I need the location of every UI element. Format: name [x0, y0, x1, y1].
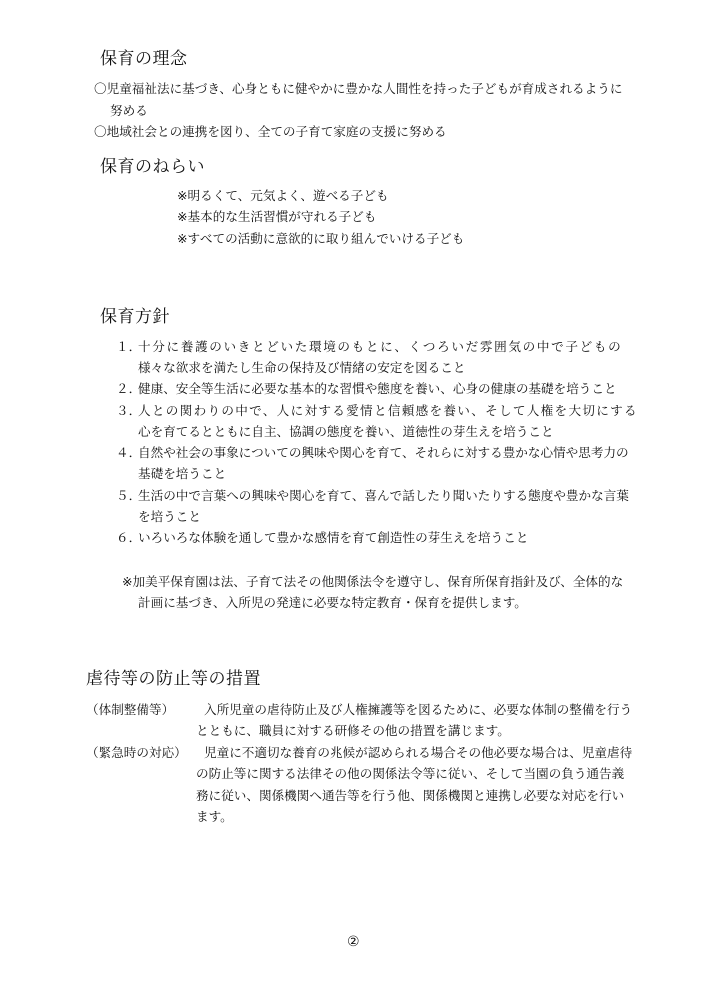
- policy-item-1-line-1: 十分に養護のいきとどいた環境のもとに、くつろいだ雰囲気の中で子どもの: [138, 339, 622, 354]
- system-line-2: とともに、職員に対する研修その他の措置を講じます。: [196, 723, 510, 738]
- policy-item-5-line-2: を培うこと: [138, 509, 201, 524]
- policy-item-3-line-1: 人との関わりの中で、人に対する愛情と信頼感を養い、そして人権を大切にする: [138, 403, 638, 418]
- policy-item-2-number: ２．: [116, 381, 142, 396]
- policy-item-4-line-2: 基礎を培うこと: [138, 466, 227, 481]
- aims-item-1: ※明るくて、元気よく、遊べる子ども: [177, 188, 389, 203]
- policy-item-5-number: ５．: [116, 488, 142, 503]
- aims-item-3: ※すべての活動に意欲的に取り組んでいける子ども: [177, 231, 465, 246]
- emergency-label: （緊急時の対応）: [86, 745, 187, 760]
- policy-item-3-number: ３．: [116, 403, 142, 418]
- philosophy-item-1-line-2: 努める: [110, 103, 148, 118]
- philosophy-heading: 保育の理念: [100, 49, 188, 69]
- policy-item-1-line-2: 様々な欲求を満たし生命の保持及び情緒の安定を図ること: [138, 360, 466, 375]
- policy-item-1-number: １．: [116, 339, 142, 354]
- philosophy-item-2: 〇地域社会との連携を図り、全ての子育て家庭の支援に努める: [94, 124, 447, 139]
- system-label: （体制整備等）: [86, 702, 175, 717]
- policy-item-2-line-1: 健康、安全等生活に必要な基本的な習慣や態度を養い、心身の健康の基礎を培うこと: [138, 381, 617, 396]
- policy-item-5-line-1: 生活の中で言葉への興味や関心を育て、喜んで話したり聞いたりする態度や豊かな言葉: [138, 488, 629, 503]
- policy-item-6-number: ６．: [116, 530, 142, 545]
- abuse-prevention-heading: 虐待等の防止等の措置: [86, 669, 261, 689]
- policy-note-line-2: 計画に基づき、入所児の発達に必要な特定教育・保育を提供します。: [138, 595, 527, 610]
- emergency-line-1: 児童に不適切な養育の兆候が認められる場合その他必要な場合は、児童虐待: [204, 745, 633, 760]
- emergency-line-2: の防止等に関する法律その他の関係法令等に従い、そして当園の負う通告義: [196, 766, 625, 781]
- policy-item-6-line-1: いろいろな体験を通して豊かな感情を育て創造性の芽生えを培うこと: [138, 530, 529, 545]
- policy-item-4-number: ４．: [116, 445, 142, 460]
- aims-heading: 保育のねらい: [100, 157, 205, 177]
- philosophy-item-1-line-1: 〇児童福祉法に基づき、心身ともに健やかに豊かな人間性を持った子どもが育成されるように: [94, 81, 623, 96]
- emergency-line-4: ます。: [196, 809, 233, 824]
- aims-item-2: ※基本的な生活習慣が守れる子ども: [177, 209, 377, 224]
- page-number: ②: [347, 934, 360, 950]
- emergency-line-3: 務に従い、関係機関へ通告等を行う他、関係機関と連携し必要な対応を行い: [196, 788, 625, 803]
- policy-heading: 保育方針: [100, 307, 170, 327]
- policy-item-3-line-2: 心を育てるとともに自主、協調の態度を養い、道徳性の芽生えを培うこと: [138, 424, 554, 439]
- policy-note-line-1: ※加美平保育園は法、子育て法その他関係法令を遵守し、保育所保育指針及び、全体的な: [122, 574, 624, 589]
- policy-item-4-line-1: 自然や社会の事象についての興味や関心を育て、それらに対する豊かな心情や思考力の: [138, 445, 629, 460]
- system-line-1: 入所児童の虐待防止及び人権擁護等を図るために、必要な体制の整備を行う: [204, 702, 633, 717]
